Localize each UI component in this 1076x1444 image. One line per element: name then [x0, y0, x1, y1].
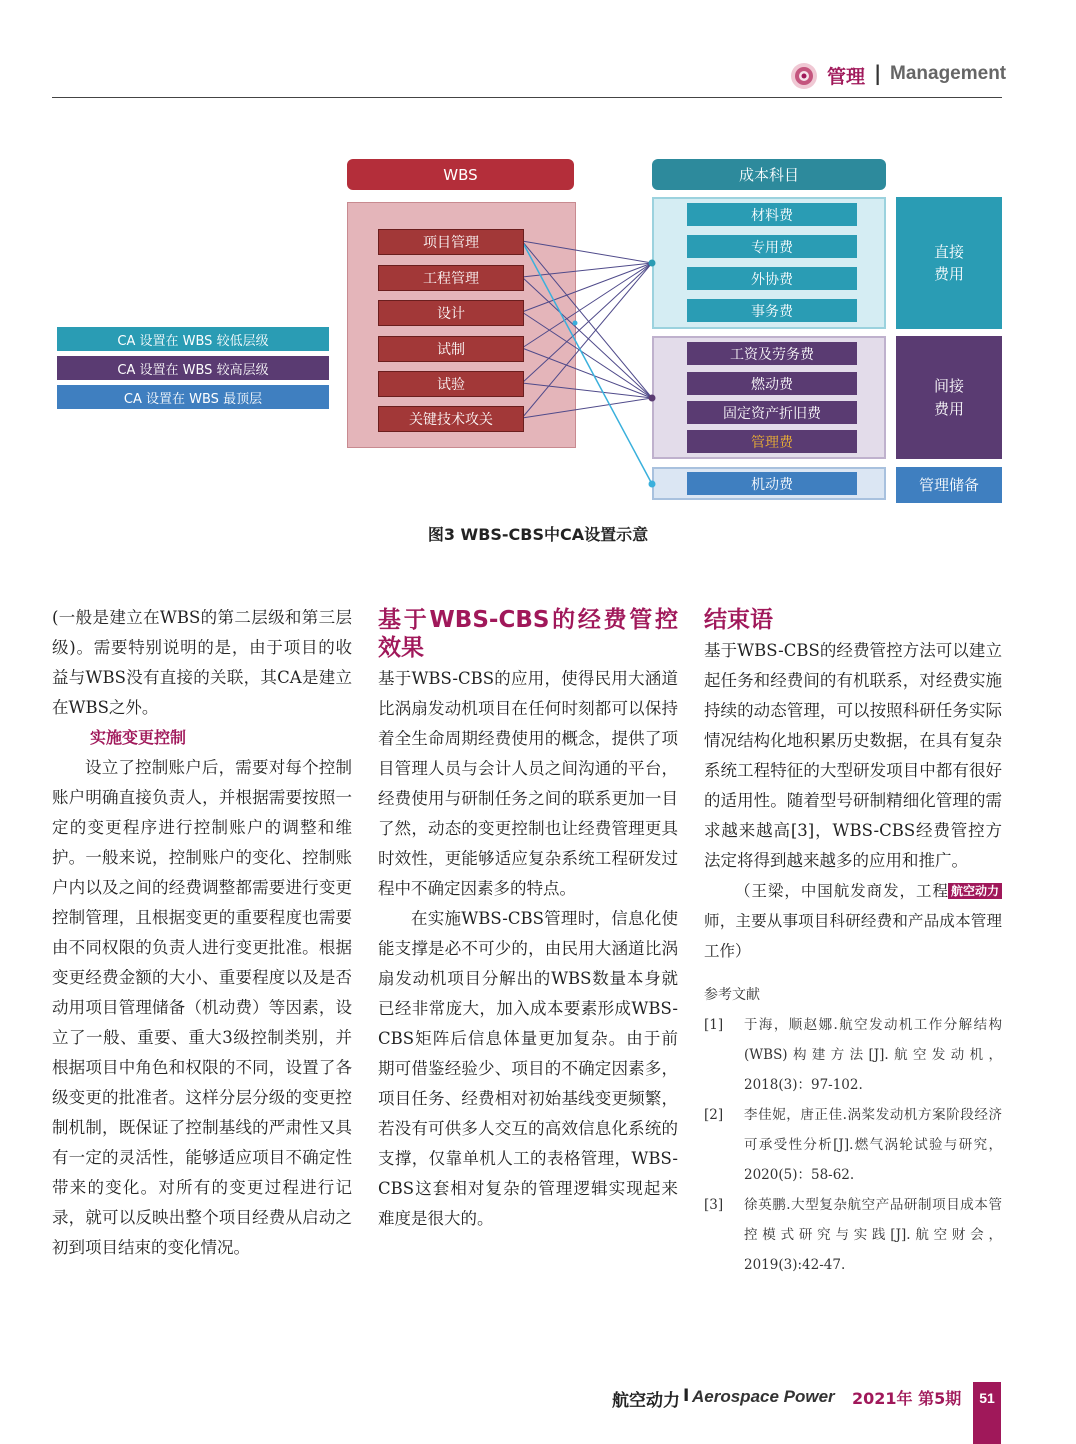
ca-level-top: CA 设置在 WBS 最顶层	[57, 385, 329, 409]
ca-level-low: CA 设置在 WBS 较低层级	[57, 327, 329, 351]
references-title: 参考文献	[704, 987, 760, 1003]
wbs-item: 试制	[378, 336, 524, 362]
section-heading: 结束语	[704, 607, 773, 633]
direct-cost-item: 外协费	[687, 267, 857, 290]
reference-text: 于海，顺赵娜.航空发动机工作分解结构(WBS)构建方法[J].航空发动机，2018(3)：97-102.	[744, 1017, 1002, 1093]
wbs-item: 关键技术攻关	[378, 406, 524, 432]
cost-title: 成本科目	[652, 159, 886, 190]
page-number: 51	[973, 1382, 1001, 1444]
footer-journal-cn: 航空动力	[612, 1391, 680, 1411]
side-label-reserve: 管理储备	[896, 467, 1002, 503]
subheading: 实施变更控制	[90, 728, 187, 747]
indirect-cost-item: 管理费	[687, 430, 857, 453]
indirect-cost-item: 燃动费	[687, 372, 857, 395]
wbs-item: 工程管理	[378, 265, 524, 291]
indirect-cost-item: 工资及劳务费	[687, 342, 857, 365]
side-label-direct: 直接 费用	[896, 197, 1002, 329]
author-note: （王梁，中国航发商发，工程师，主要从事项目科研经费和产品成本管理工作）	[704, 882, 1002, 960]
wbs-item: 设计	[378, 300, 524, 326]
footer-issue: 2021年 第5期	[852, 1389, 962, 1408]
wbs-title: WBS	[347, 159, 574, 190]
footer-separator: I	[683, 1386, 690, 1406]
paragraph: 在实施WBS-CBS管理时，信息化使能支撑是必不可少的，由民用大涵道比涡扇发动机项目分解出的WBS数量本身就已经非常庞大，加入成本要素形成WBS-CBS矩阵后信息体量更加复杂。由于前期可借鉴经验少、项目的不确定因素多，项目任务、经费相对初始基线变更频繁，若没有可供多人交互的高效信息化系统的支撑，仅靠单机人工的表格管理，WBS-CBS这套相对复杂的管理逻辑实现起来难度是很大的。	[378, 909, 678, 1228]
reference-item	[704, 1010, 1002, 1100]
section-separator: |	[874, 61, 882, 85]
paragraph-text: 基于WBS-CBS的经费管控方法可以建立起任务和经费间的有机联系，对经费实施持续的动态管理，可以按照科研任务实际情况结构化地积累历史数据，在具有复杂系统工程特征的大型研发项目中都有很好的适用性。随着型号研制精细化管理的需求越来越高[3]，WBS-CBS经费管控方法定将得到越来越多的应用和推广。	[704, 641, 1002, 870]
column-3	[704, 606, 1002, 1280]
journal-tag: 航空动力	[948, 883, 1002, 899]
reference-text: 徐英鹏.大型复杂航空产品研制项目成本管控模式研究与实践[J].航空财会，2019(3):42-47.	[744, 1197, 1002, 1273]
direct-cost-item: 材料费	[687, 203, 857, 226]
paragraph: 设立了控制账户后，需要对每个控制账户明确直接负责人，并根据需要按照一定的变更程序进行控制账户的调整和维护。一般来说，控制账户的变化、控制账户内以及之间的经费调整都需要进行变更控制管理，且根据变更的重要程度也需要由不同权限的负责人进行变更批准。根据变更经费金额的大小、重要程度以及是否动用项目管理储备（机动费）等因素，设立了一般、重要、重大3级控制类别，并根据项目中角色和权限的不同，设置了各级变更的批准者。这样分层分级的变更控制机制，既保证了控制基线的严肃性又具有一定的灵活性，能够适应项目不确定性带来的变化。对所有的变更过程进行记录，就可以反映出整个项目经费从启动之初到项目结束的变化情况。	[52, 758, 352, 1257]
section-label-en: Management	[890, 63, 1007, 84]
reference-number: [3]	[704, 1197, 724, 1213]
figure-caption: 图3 WBS-CBS中CA设置示意	[427, 525, 649, 544]
reference-number: [1]	[704, 1017, 724, 1033]
side-label-indirect: 间接 费用	[896, 336, 1002, 459]
paragraph: (一般是建立在WBS的第二层级和第三层级)。需要特别说明的是，由于项目的收益与WBS没有直接的关联，其CA是建立在WBS之外。	[52, 608, 352, 717]
reference-item	[704, 1190, 1002, 1280]
paragraph	[704, 636, 1002, 898]
wbs-item: 项目管理	[378, 229, 524, 255]
reserve-cost-item: 机动费	[687, 472, 857, 495]
reference-text: 李佳妮，唐正佳.涡桨发动机方案阶段经济可承受性分析[J].燃气涡轮试验与研究，2020(5)：58-62.	[744, 1107, 1002, 1183]
reference-item	[704, 1100, 1002, 1190]
wbs-item: 试验	[378, 371, 524, 397]
direct-cost-item: 专用费	[687, 235, 857, 258]
column-1	[52, 603, 352, 1263]
section-label: 管理	[827, 66, 866, 88]
column-2	[378, 606, 678, 1234]
ca-level-high: CA 设置在 WBS 较高层级	[57, 356, 329, 380]
direct-cost-item: 事务费	[687, 299, 857, 322]
reference-number: [2]	[704, 1107, 724, 1123]
footer-journal-en: Aerospace Power	[692, 1387, 835, 1406]
section-heading: 基于WBS-CBS的经费管控效果	[378, 607, 678, 661]
indirect-cost-item: 固定资产折旧费	[687, 401, 857, 424]
paragraph: 基于WBS-CBS的应用，使得民用大涵道比涡扇发动机项目在任何时刻都可以保持着全生命周期经费使用的概念，提供了项目管理人员与会计人员之间沟通的平台，经费使用与研制任务之间的联系更加一目了然，动态的变更控制也让经费管理更具时效性，更能够适应复杂系统工程研发过程中不确定因素多的特点。	[378, 669, 678, 898]
